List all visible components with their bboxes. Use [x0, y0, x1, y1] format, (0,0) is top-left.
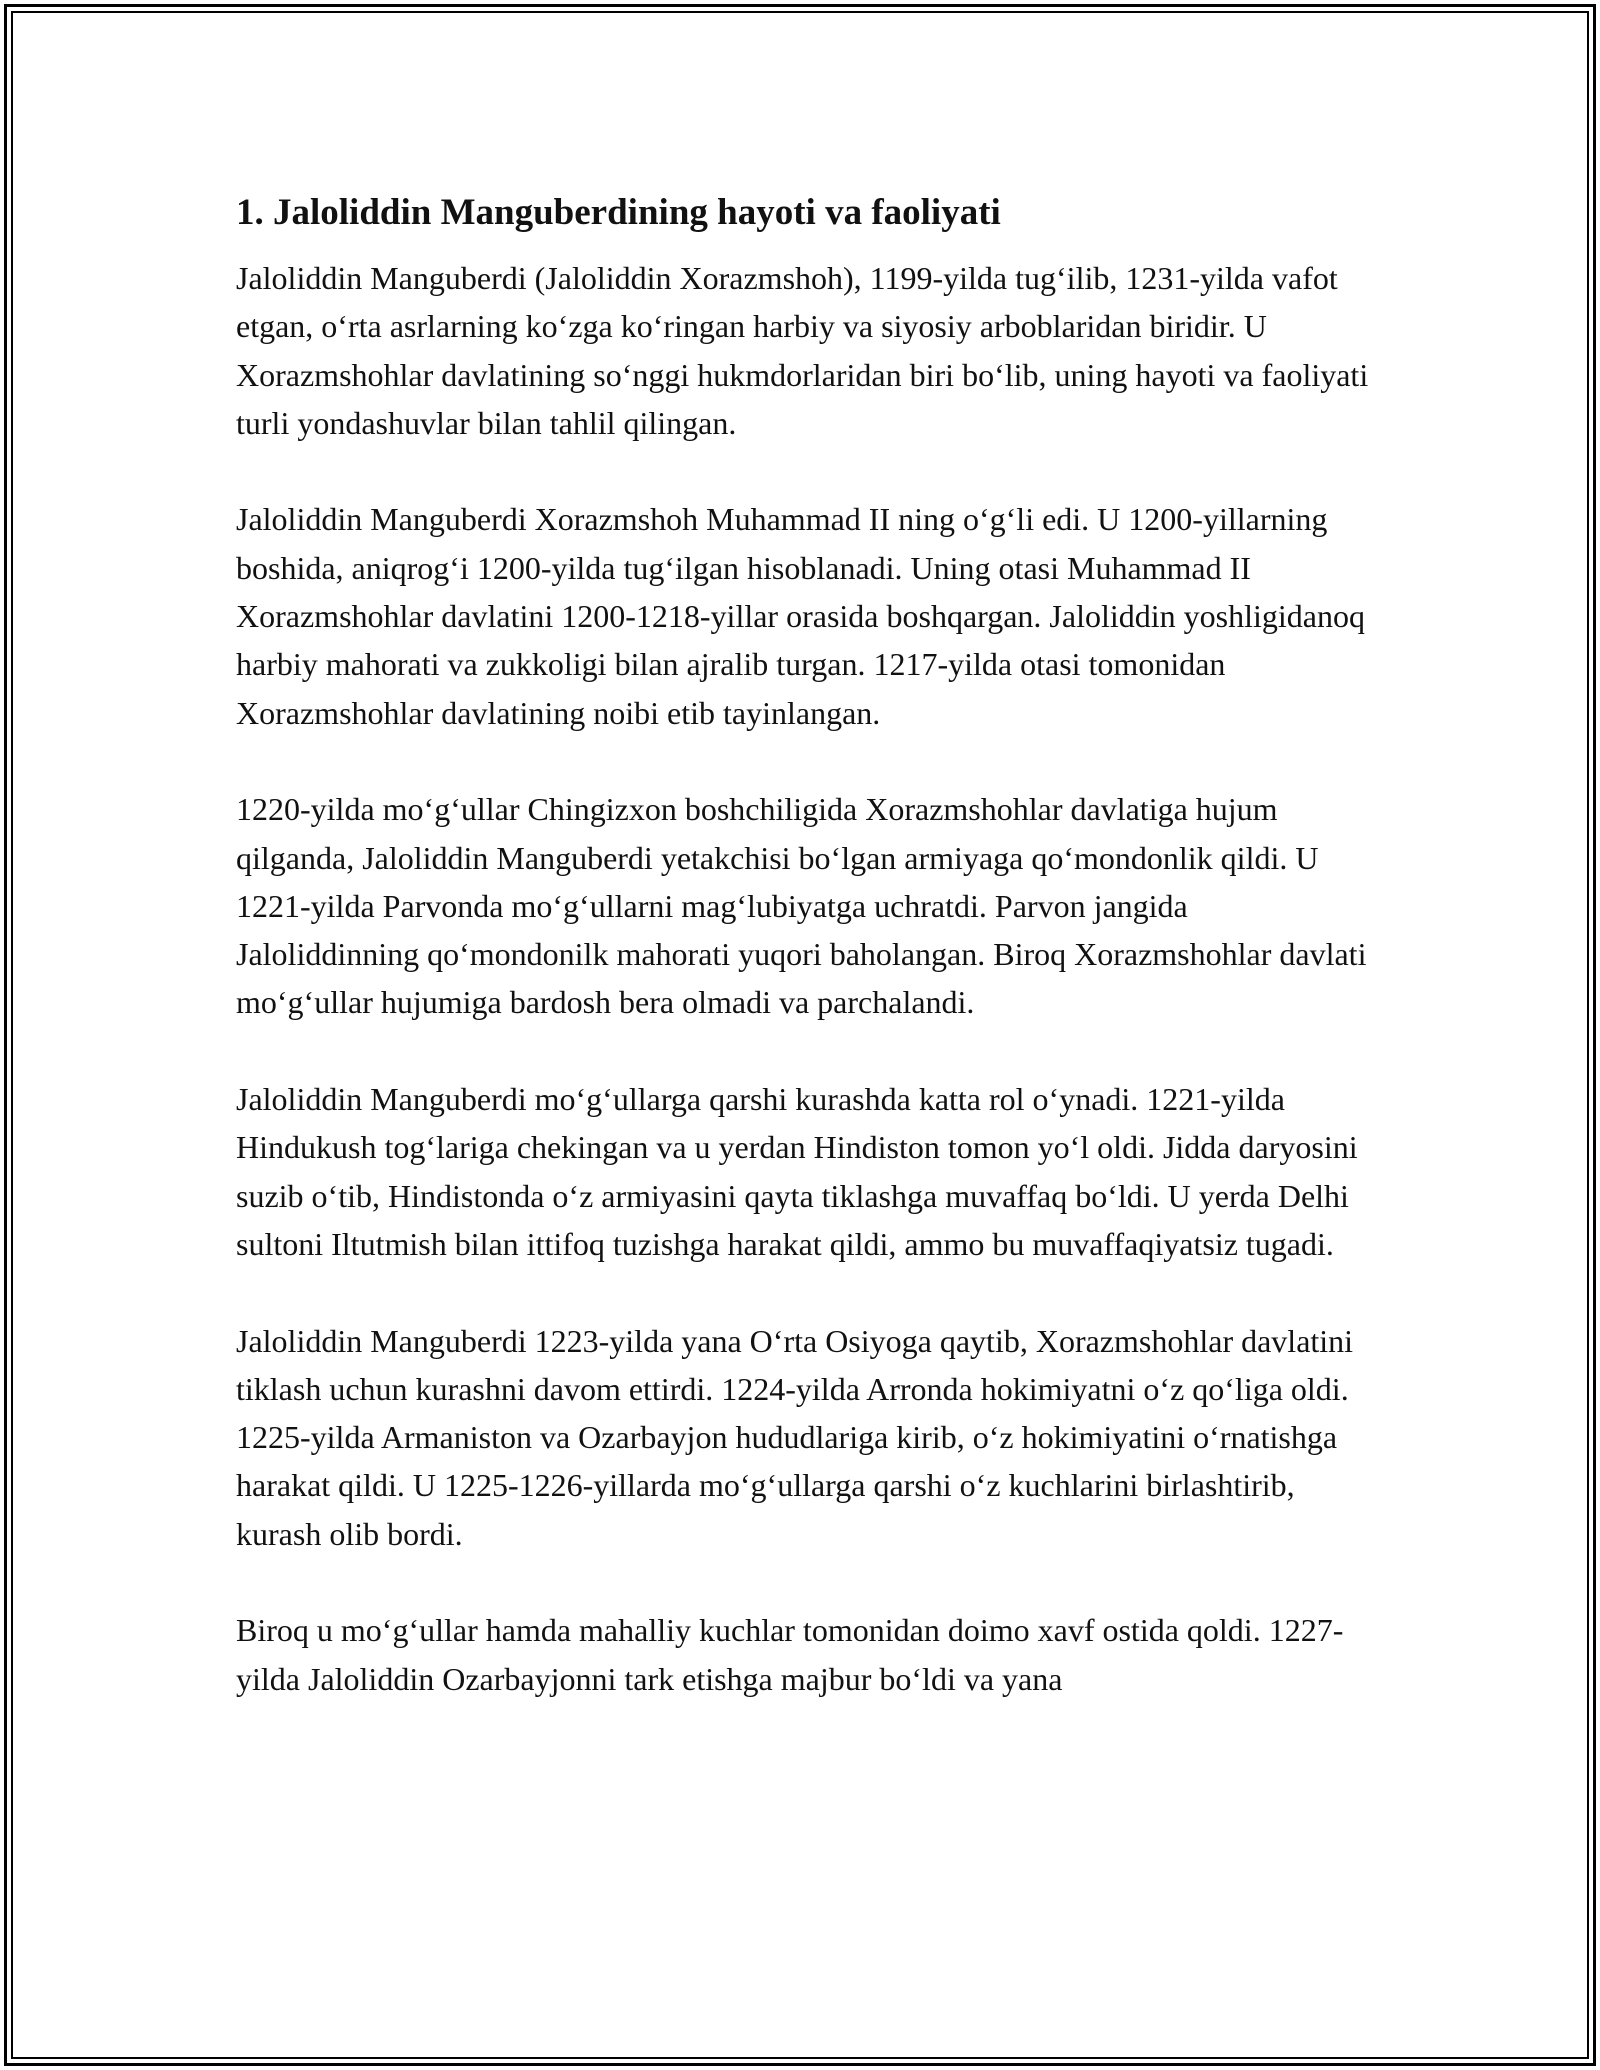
paragraph-6: Biroq u mo‘g‘ullar hamda mahalliy kuchlar tomonidan doimo xavf ostida qoldi. 1227-yilda Jaloliddin Ozarbayjonni tark etishga majbur bo‘ldi va yana	[236, 1612, 1344, 1697]
document-body	[236, 186, 1376, 1751]
paragraph-2: Jaloliddin Manguberdi Xorazmshoh Muhammad II ning o‘g‘li edi. U 1200-yillarning boshida, aniqrog‘i 1200-yilda tug‘ilgan hisoblanadi. Uning otasi Muhammad II Xorazmshohlar davlatini 1200-1218-yillar orasida boshqargan. Jaloliddin yoshligidanoq harbiy mahorati va zukkoligi bilan ajralib turgan. 1217-yilda otasi tomonidan Xorazmshohlar davlatining noibi etib tayinlangan.	[236, 501, 1365, 731]
paragraph-1: Jaloliddin Manguberdi (Jaloliddin Xorazmshoh), 1199-yilda tug‘ilib, 1231-yilda vafot etgan, o‘rta asrlarning ko‘zga ko‘ringan harbiy va siyosiy arboblaridan biridir. U Xorazmshohlar davlatining so‘nggi hukmdorlaridan biri bo‘lib, uning hayoti va faoliyati turli yondashuvlar bilan tahlil qilingan.	[236, 260, 1369, 441]
paragraph-3: 1220-yilda mo‘g‘ullar Chingizxon boshchiligida Xorazmshohlar davlatiga hujum qilganda, Jaloliddin Manguberdi yetakchisi bo‘lgan armiyaga qo‘mondonlik qildi. U 1221-yilda Parvonda mo‘g‘ullarni mag‘lubiyatga uchratdi. Parvon jangida Jaloliddinning qo‘mondonilk mahorati yuqori baholangan. Biroq Xorazmshohlar davlati mo‘g‘ullar hujumiga bardosh bera olmadi va parchalandi.	[236, 791, 1367, 1021]
section-title: 1. Jaloliddin Manguberdining hayoti va faoliyati	[236, 192, 1001, 233]
paragraph-4: Jaloliddin Manguberdi mo‘g‘ullarga qarshi kurashda katta rol o‘ynadi. 1221-yilda Hindukush tog‘lariga chekingan va u yerdan Hindiston tomon yo‘l oldi. Jidda daryosini suzib o‘tib, Hindistonda o‘z armiyasini qayta tiklashga muvaffaq bo‘ldi. U yerda Delhi sultoni Iltutmish bilan ittifoq tuzishga harakat qildi, ammo bu muvaffaqiyatsiz tugadi.	[236, 1081, 1358, 1262]
paragraph-5: Jaloliddin Manguberdi 1223-yilda yana O‘rta Osiyoga qaytib, Xorazmshohlar davlatini tiklash uchun kurashni davom ettirdi. 1224-yilda Arronda hokimiyatni o‘z qo‘liga oldi. 1225-yilda Armaniston va Ozarbayjon hududlariga kirib, o‘z hokimiyatini o‘rnatishga harakat qildi. U 1225-1226-yillarda mo‘g‘ullarga qarshi o‘z kuchlarini birlashtirib, kurash olib bordi.	[236, 1322, 1354, 1552]
